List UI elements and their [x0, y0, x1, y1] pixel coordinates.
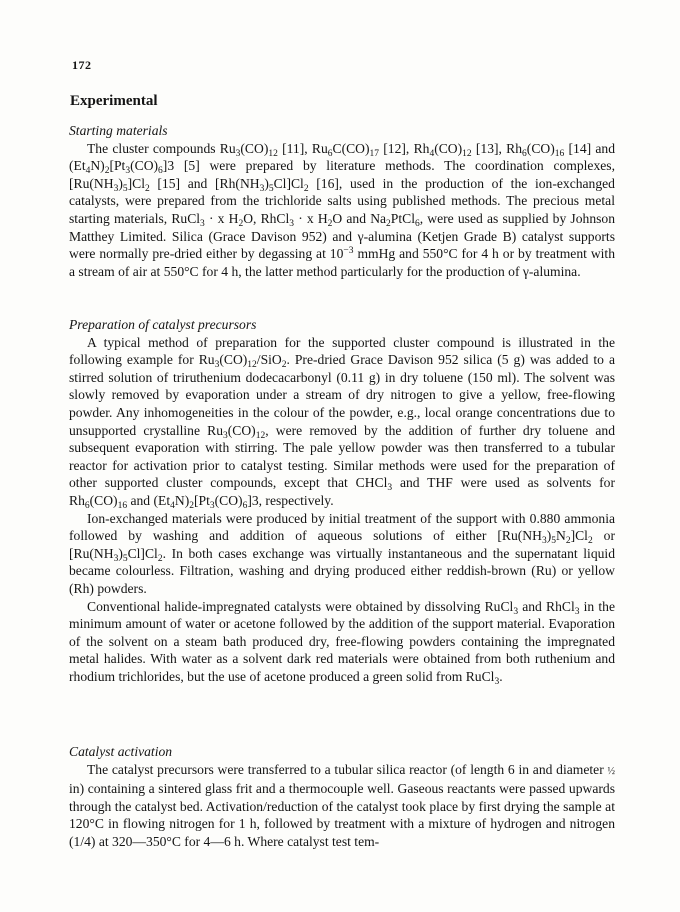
paragraph: A typical method of preparation for the supported cluster compound is illustrated in the following example for $Ru_3(CO)_{12}/SiO_2$. Pre-dried Grace Davison 952 silica (5 g) was added to a stirred solution of triruthenium dodecacarbonyl (0.11 g) in dry toluene (150 ml). The solvent was slowly removed by evaporation under a stream of dry nitrogen to give a yellow, free-flowing powder. Any inhomogeneities in the colour of the powder, e.g., local orange concentrations due to unsupported crystalline $Ru_3(CO)_{12}$, were removed by the addition of further dry toluene and subsequent evaporation with stirring. The pale yellow powder was then transferred to a tubular reactor for activation prior to catalyst testing. Similar methods were used for the preparation of other supported cluster compounds, except that CHCl$_3$ and THF were used as solvents for $Rh_6(CO)_{16}$ and $(Et_4N)_2[Pt_3(CO)_6]3$, respectively.: [69, 334, 615, 511]
section-catalyst-precursors: [69, 316, 615, 685]
paragraph: Ion-exchanged materials were produced by initial treatment of the support with 0.880 ammonia followed by washing and addition of aqueous solutions of either $[Ru(NH_3)_5N_2]Cl_2$ or $[Ru(NH_3)_5Cl]Cl_2$. In both cases exchange was virtually instantaneous and the supernatant liquid became colourless. Filtration, washing and drying produced either reddish-brown (Ru) or yellow (Rh) powders.: [69, 510, 615, 596]
subsection-heading: Starting materials: [69, 123, 168, 138]
page-number: 172: [72, 58, 92, 72]
subsection-heading: Preparation of catalyst precursors: [69, 317, 257, 332]
section-title: Experimental: [70, 93, 158, 109]
section-starting-materials: [69, 122, 615, 280]
subsection-heading: Catalyst activation: [69, 744, 173, 759]
paragraph: The catalyst precursors were transferred to a tubular silica reactor (of length 6 in and diameter ½ in) containing a sintered glass frit and a thermocouple well. Gaseous reactants were passed upwards through the catalyst bed. Activation/reduction of the catalyst took place by first drying the sample at 120°C in flowing nitrogen for 1 h, followed by treatment with a mixture of hydrogen and nitrogen (1/4) at 320—350°C for 4—6 h. Where catalyst test tem-: [69, 761, 615, 849]
paragraph: The cluster compounds $Ru_3(CO)_{12}$ [11], $Ru_6C(CO)_{17}$ [12], $Rh_4(CO)_{12}$ [13], $Rh_6(CO)_{16}$ [14] and $(Et_4N)_2[Pt_3(CO)_6]3$ [5] were prepared by literature methods. The coordination complexes, $[Ru(NH_3)_5]Cl_2$ [15] and $[Rh(NH_3)_5Cl]Cl_2$ [16], used in the production of the ion-exchanged catalysts, were prepared from the trichloride salts using published methods. The precious metal starting materials, RuCl$_3$ · x $H_2O$, RhCl$_3$ · x $H_2O$ and $Na_2PtCl_6$, were used as supplied by Johnson Matthey Limited. Silica (Grace Davison 952) and γ-alumina (Ketjen Grade B) catalyst supports were normally pre-dried either by degassing at $10^{-3}$ mmHg and 550°C for 4 h or by treatment with a stream of air at 550°C for 4 h, the latter method particularly for the production of γ-alumina.: [69, 140, 616, 279]
paragraph: Conventional halide-impregnated catalysts were obtained by dissolving RuCl$_3$ and RhCl$_3$ in the minimum amount of water or acetone followed by the addition of the support material. Evaporation of the solvent on a steam bath produced dry, free-flowing powders containing the impregnated metal halides. With water as a solvent dark red materials were obtained from both ruthenium and rhodium trichlorides, but the use of acetone produced a green solid from RuCl$_3$.: [69, 598, 615, 687]
section-catalyst-activation: [69, 743, 615, 851]
